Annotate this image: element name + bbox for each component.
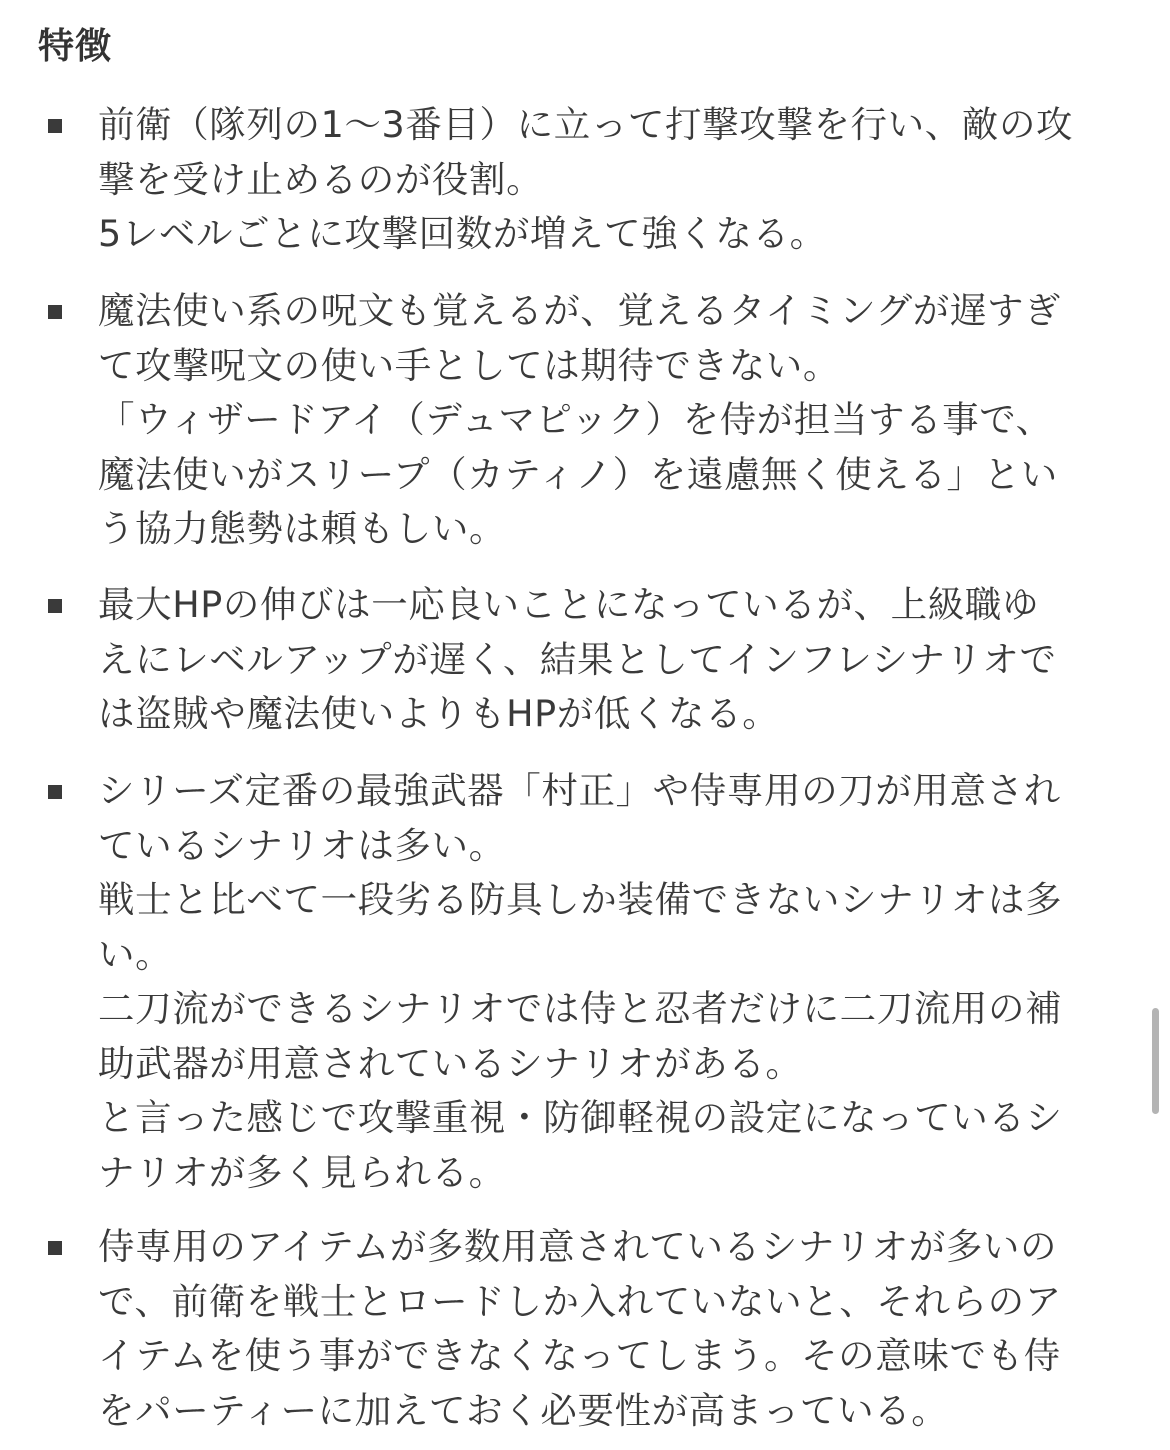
- section-heading: 特徴: [38, 26, 113, 67]
- text-line: 侍専用のアイテムが多数用意されているシナリオが多いの: [98, 1225, 1058, 1268]
- text-line: 5レベルごとに攻撃回数が増えて強くなる。: [98, 212, 827, 255]
- list-item-text: [98, 764, 1138, 1200]
- list-item-text: [98, 1220, 1138, 1438]
- text-line: 「ウィザードアイ（デュマピック）を侍が担当する事で、: [98, 398, 1053, 441]
- text-line: シリーズ定番の最強武器「村正」や侍専用の刀が用意され: [98, 769, 1061, 812]
- text-line: 最大HPの伸びは一応良いことになっているが、上級職ゆ: [98, 583, 1040, 626]
- bullet-icon: [48, 119, 62, 133]
- list-item-text: [98, 284, 1138, 557]
- bullet-icon: [48, 785, 62, 799]
- text-line: ナリオが多く見られる。: [98, 1150, 506, 1194]
- text-line: 二刀流ができるシナリオでは侍と忍者だけに二刀流用の補: [98, 987, 1063, 1030]
- list-item-text: [98, 578, 1138, 742]
- text-line: い。: [98, 932, 173, 976]
- text-line: 前衛（隊列の1〜3番目）に立って打撃攻撃を行い、敵の攻: [98, 103, 1074, 146]
- text-line: と言った感じで攻撃重視・防御軽視の設定になっているシ: [98, 1096, 1063, 1139]
- text-line: 撃を受け止めるのが役割。: [98, 157, 544, 201]
- text-line: えにレベルアップが遅く、結果としてインフレシナリオで: [98, 637, 1057, 681]
- text-line: 魔法使い系の呪文も覚えるが、覚えるタイミングが遅すぎ: [98, 289, 1062, 332]
- bullet-icon: [48, 305, 62, 319]
- bullet-icon: [48, 1241, 62, 1255]
- text-line: で、前衛を戦士とロードしか入れていないと、それらのア: [98, 1279, 1062, 1323]
- text-line: ているシナリオは多い。: [98, 823, 506, 867]
- text-line: 魔法使いがスリープ（カティノ）を遠慮無く使える」とい: [98, 452, 1058, 496]
- text-line: は盗賊や魔法使いよりもHPが低くなる。: [98, 692, 780, 735]
- text-line: 助武器が用意されているシナリオがある。: [98, 1041, 803, 1085]
- text-line: イテムを使う事ができなくなってしまう。その意味でも侍: [98, 1334, 1061, 1377]
- list-item-text: [98, 98, 1138, 262]
- bullet-icon: [48, 599, 62, 613]
- text-line: をパーティーに加えておく必要性が高まっている。: [98, 1388, 949, 1432]
- text-line: 戦士と比べて一段劣る防具しか装備できないシナリオは多: [98, 878, 1063, 921]
- text-line: て攻撃呪文の使い手としては期待できない。: [98, 343, 840, 387]
- scrollbar-thumb[interactable]: [1152, 1008, 1159, 1114]
- text-line: う協力態勢は頼もしい。: [98, 507, 507, 550]
